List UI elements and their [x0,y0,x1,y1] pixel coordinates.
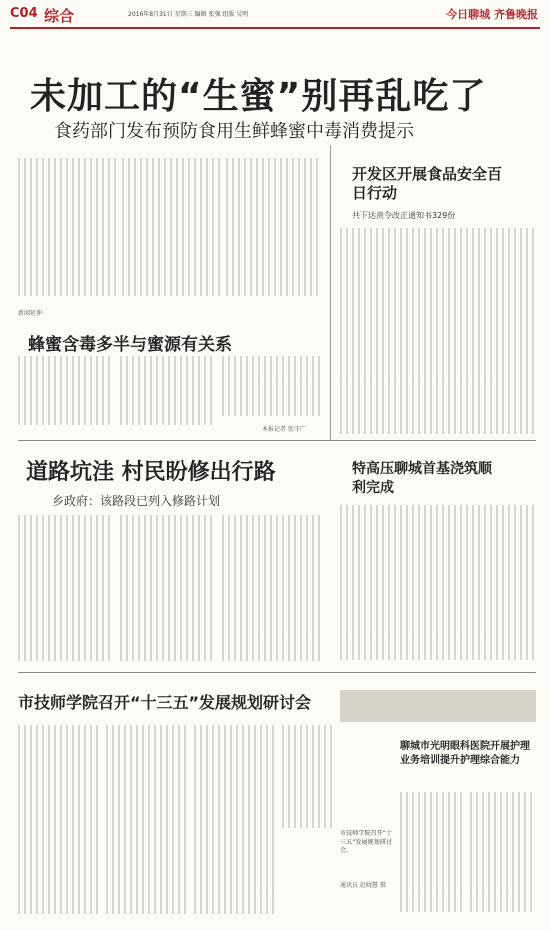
story4-body-col2 [120,515,216,665]
story5-body-col2 [406,505,468,665]
story3-subheadline: 共下达责令改正通知书329份 [352,211,456,220]
story7-body-col2 [470,792,536,917]
column-divider [330,145,331,440]
story2-body-col3 [222,356,322,426]
section-name: 综合 [44,7,75,25]
dateline: 2016年8月31日 星期三 编辑 张强 组版 吴明 [128,11,249,18]
section-divider-1 [18,440,536,441]
lead-body-col1 [18,158,118,298]
story5-body-col3 [472,505,536,665]
story6-caption: 市技师学院召开“十三五”发展规划研讨会。 [340,830,392,855]
lead-body-col2 [122,158,222,298]
story6-body-col1 [18,725,102,915]
story2-headline: 蜂蜜含毒多半与蜜源有关系 [28,335,232,355]
lead-headline: 未加工的“生蜜”别再乱吃了 [30,76,487,117]
story3-body-col3 [472,228,536,438]
page-number: C04 [10,6,38,21]
story7-body-col1 [400,792,464,917]
lead-credit: 新闻延伸 [18,310,43,317]
story5-headline: 特高压聊城首基浇筑顺利完成 [352,461,492,496]
story4-headline: 道路坑洼 村民盼修出行路 [26,460,276,485]
story3-body-col1 [340,228,402,438]
story6-credit: 通讯员 赵晓慧 摄 [340,882,386,889]
story6-body-col3 [194,725,278,915]
story6-body-col4 [282,725,336,915]
section-divider-2 [18,672,536,673]
story4-body-col1 [18,515,114,665]
story3-body-col2 [406,228,468,438]
lead-body-col3 [226,158,322,298]
story3-headline: 开发区开展食品安全百日行动 [352,165,503,202]
story2-body-col1 [18,356,114,426]
newspaper-logo: 今日聊城 齐鲁晚报 [446,8,538,21]
story6-headline: 市技师学院召开“十三五”发展规划研讨会 [18,693,312,712]
story2-credit: 本报记者 张守广 [262,426,306,433]
story2-body-col2 [120,356,216,426]
story4-subheadline: 乡政府：该路段已列入修路计划 [52,494,221,508]
story7-headline: 聊城市光明眼科医院开展护理业务培训提升护理综合能力 [400,741,530,766]
story4-body-col3 [222,515,322,665]
lead-subheadline: 食药部门发布预防食用生鲜蜂蜜中毒消费提示 [54,121,414,142]
story6-body-col2 [106,725,190,915]
story5-body-col1 [340,505,402,665]
masthead-rule [10,27,540,29]
story6-photo [340,690,536,722]
